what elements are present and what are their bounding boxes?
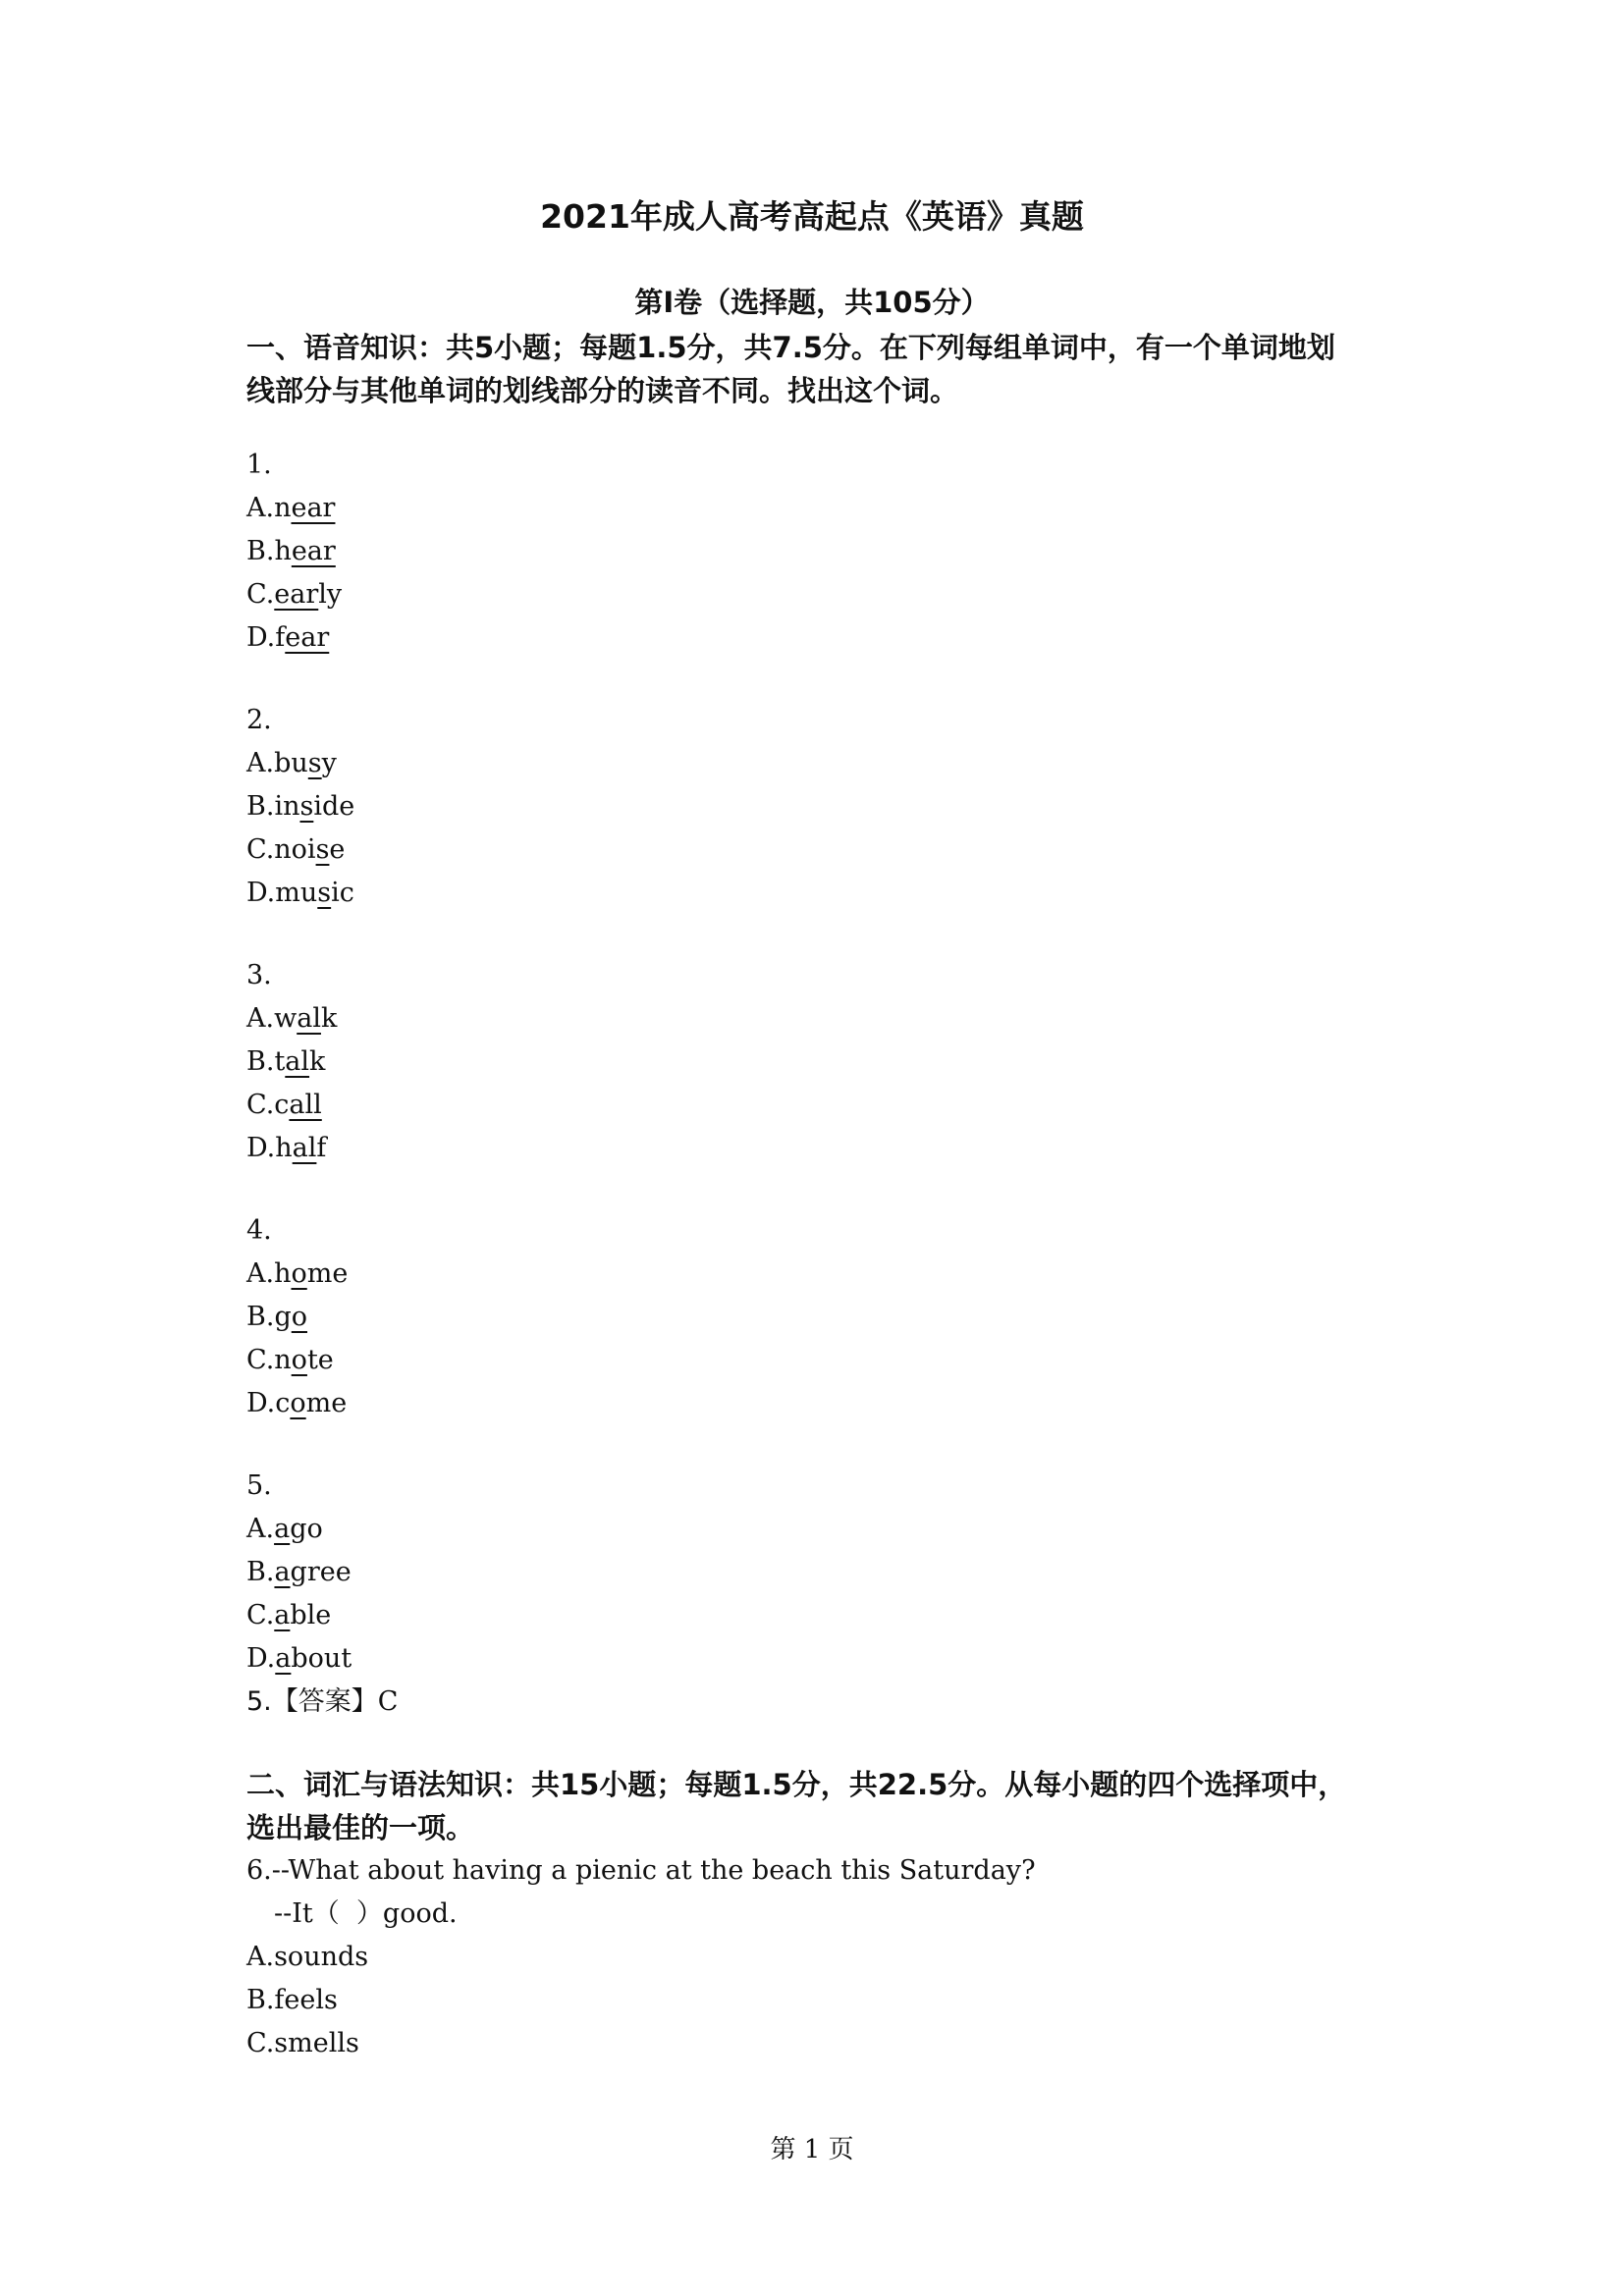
option-d: D.come — [246, 1388, 348, 1418]
option-c: C.noise — [246, 834, 346, 865]
section-heading-line: 一、语音知识：共5小题；每题1.5分，共7.5分。在下列每组单词中，有一个单词地划 — [246, 331, 1335, 364]
question-stem: 6.--What about having a pienic at the beach this Saturday? — [246, 1855, 1036, 1886]
page-number: 第 1 页 — [770, 2135, 854, 2164]
question-stem-reply: --It（ ）good. — [274, 1898, 458, 1929]
question-number: 4. — [246, 1215, 272, 1246]
option-c: C.call — [246, 1090, 322, 1120]
section-vocabulary-grammar — [246, 1763, 1385, 2065]
document-body — [246, 326, 1385, 2065]
paper-part-title: 第Ⅰ卷（选择题，共105分） — [634, 286, 990, 319]
question-3 — [246, 954, 1385, 1170]
option-d: D.fear — [246, 622, 330, 653]
question-number: 1. — [246, 450, 272, 480]
option-b: B.talk — [246, 1046, 326, 1077]
question-6 — [246, 1849, 1385, 2065]
option-c: C.able — [246, 1600, 332, 1630]
section-heading-line: 二、词汇与语法知识：共15小题；每题1.5分，共22.5分。从每小题的四个选择项中， — [246, 1768, 1347, 1801]
option-d: D.about — [246, 1643, 352, 1674]
section-phonetics — [246, 326, 1385, 1724]
option-a: A.walk — [246, 1003, 338, 1034]
question-number: 5. — [246, 1470, 272, 1501]
option-c: C.early — [246, 579, 343, 610]
option-d: D.music — [246, 878, 354, 908]
question-4 — [246, 1209, 1385, 1425]
option-d: D.half — [246, 1133, 327, 1163]
option-b: B.agree — [246, 1557, 352, 1587]
section-heading-line: 线部分与其他单词的划线部分的读音不同。找出这个词。 — [246, 374, 959, 407]
option-c: C.note — [246, 1345, 334, 1375]
option-a: A.ago — [246, 1514, 323, 1544]
option-c: C.smells — [246, 2028, 359, 2058]
option-b: B.inside — [246, 791, 355, 822]
option-b: B.hear — [246, 536, 336, 566]
option-a: A.near — [246, 493, 336, 523]
question-2 — [246, 699, 1385, 915]
question-5 — [246, 1465, 1385, 1724]
question-number: 2. — [246, 705, 272, 735]
question-1 — [246, 444, 1385, 660]
answer-line: 5.【答案】C — [246, 1686, 399, 1717]
option-a: A.busy — [246, 748, 337, 778]
document-title: 2021年成人高考高起点《英语》真题 — [540, 197, 1084, 236]
option-b: B.feels — [246, 1985, 338, 2015]
option-b: B.go — [246, 1302, 307, 1332]
option-a: A.home — [246, 1258, 349, 1289]
option-a: A.sounds — [246, 1942, 369, 1972]
question-number: 3. — [246, 960, 272, 990]
section-heading-line: 选出最佳的一项。 — [246, 1811, 475, 1844]
